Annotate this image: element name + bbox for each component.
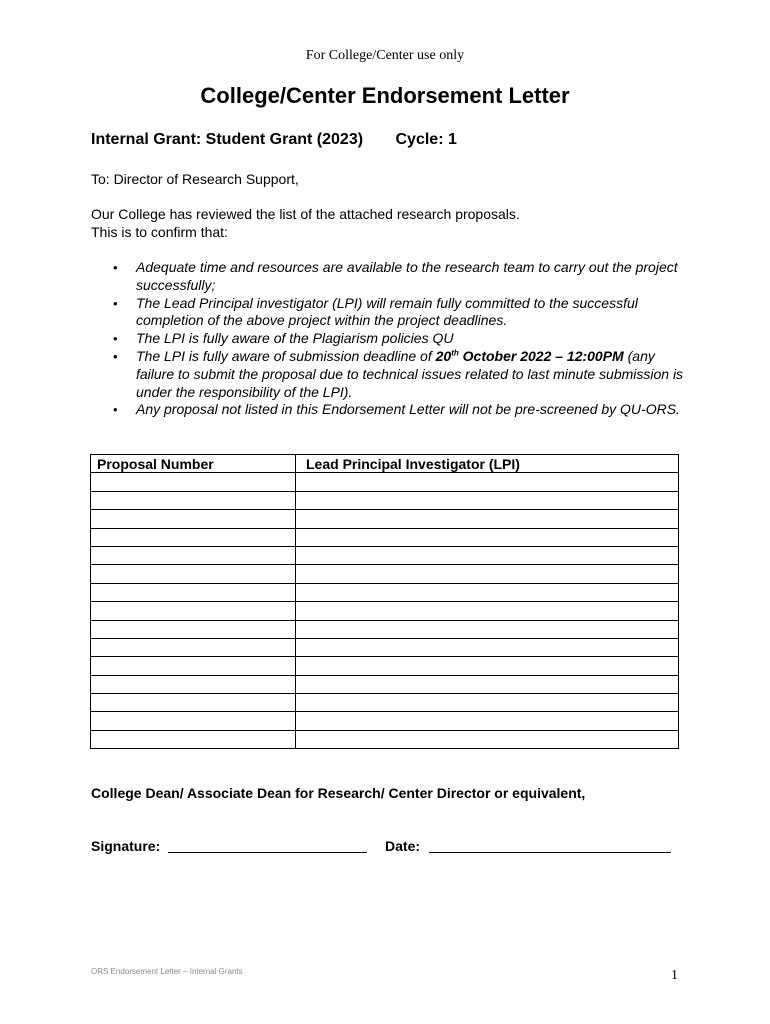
bullet-text: Any proposal not listed in this Endorsement Letter will not be pre-screened by QU-ORS. bbox=[136, 401, 680, 418]
lpi-cell[interactable] bbox=[296, 546, 679, 564]
date-field[interactable] bbox=[429, 838, 671, 853]
proposals-table bbox=[90, 454, 679, 749]
proposal-number-cell[interactable] bbox=[91, 583, 296, 601]
proposal-number-cell[interactable] bbox=[91, 602, 296, 620]
proposal-number-cell[interactable] bbox=[91, 620, 296, 638]
lpi-cell[interactable] bbox=[296, 602, 679, 620]
signature-row bbox=[91, 838, 671, 854]
table-row bbox=[91, 694, 679, 712]
table-row bbox=[91, 473, 679, 491]
proposal-number-cell[interactable] bbox=[91, 491, 296, 509]
list-item bbox=[113, 330, 688, 348]
date-label: Date: bbox=[385, 838, 421, 854]
lpi-cell[interactable] bbox=[296, 491, 679, 509]
list-item bbox=[113, 348, 688, 401]
grant-cycle: Cycle: 1 bbox=[395, 131, 457, 148]
table-row bbox=[91, 712, 679, 730]
intro-paragraph bbox=[91, 206, 520, 241]
proposal-number-cell[interactable] bbox=[91, 730, 296, 748]
confirmation-list bbox=[113, 259, 688, 419]
proposal-number-cell[interactable] bbox=[91, 675, 296, 693]
lpi-cell[interactable] bbox=[296, 712, 679, 730]
grant-line bbox=[91, 131, 457, 149]
column-header-lpi: Lead Principal Investigator (LPI) bbox=[296, 455, 679, 473]
table-row bbox=[91, 657, 679, 675]
intro-line-2: This is to confirm that: bbox=[91, 223, 228, 240]
list-item bbox=[113, 259, 688, 295]
grant-label: Internal Grant: Student Grant (2023) bbox=[91, 131, 364, 148]
signature-label: Signature: bbox=[91, 838, 161, 854]
deadline-day-suffix: th bbox=[451, 348, 459, 358]
bullet-icon: • bbox=[113, 402, 118, 418]
table-row bbox=[91, 510, 679, 528]
bullet-text: The LPI is fully aware of submission deadline of bbox=[136, 347, 436, 364]
bullet-icon: • bbox=[113, 295, 118, 311]
lpi-cell[interactable] bbox=[296, 730, 679, 748]
table-row bbox=[91, 546, 679, 564]
table-row bbox=[91, 730, 679, 748]
bullet-text: The Lead Principal investigator (LPI) will remain fully committed to the successful completion of the above project within the project deadlines. bbox=[136, 294, 638, 329]
table-row bbox=[91, 620, 679, 638]
table-row bbox=[91, 565, 679, 583]
bullet-text: The LPI is fully aware of the Plagiarism policies QU bbox=[136, 330, 454, 347]
column-header-proposal-number: Proposal Number bbox=[91, 455, 296, 473]
table-row bbox=[91, 583, 679, 601]
intro-line-1: Our College has reviewed the list of the attached research proposals. bbox=[91, 206, 520, 222]
bullet-icon: • bbox=[113, 331, 118, 347]
lpi-cell[interactable] bbox=[296, 657, 679, 675]
lpi-cell[interactable] bbox=[296, 694, 679, 712]
lpi-cell[interactable] bbox=[296, 528, 679, 546]
lpi-cell[interactable] bbox=[296, 510, 679, 528]
table-row bbox=[91, 491, 679, 509]
proposal-number-cell[interactable] bbox=[91, 694, 296, 712]
lpi-cell[interactable] bbox=[296, 473, 679, 491]
dean-title: College Dean/ Associate Dean for Research/ Center Director or equivalent, bbox=[91, 785, 586, 801]
list-item bbox=[113, 295, 688, 331]
lpi-cell[interactable] bbox=[296, 583, 679, 601]
proposal-number-cell[interactable] bbox=[91, 565, 296, 583]
proposal-number-cell[interactable] bbox=[91, 473, 296, 491]
list-item bbox=[113, 401, 688, 419]
table-header-row bbox=[91, 455, 679, 473]
bullet-text: Adequate time and resources are available to the research team to carry out the project successfully; bbox=[136, 259, 678, 293]
proposal-number-cell[interactable] bbox=[91, 657, 296, 675]
addressee: To: Director of Research Support, bbox=[91, 171, 299, 187]
table-row bbox=[91, 602, 679, 620]
proposal-number-cell[interactable] bbox=[91, 546, 296, 564]
table-row bbox=[91, 675, 679, 693]
deadline-day: 20 bbox=[435, 347, 452, 364]
table-row bbox=[91, 638, 679, 656]
lpi-cell[interactable] bbox=[296, 620, 679, 638]
lpi-cell[interactable] bbox=[296, 675, 679, 693]
bullet-text-continued: (any failure to submit the proposal due to technical issues related to last minute submission is under the responsibility of the LPI). bbox=[136, 347, 684, 400]
lpi-cell[interactable] bbox=[296, 565, 679, 583]
footer-note: ORS Endorsement Letter – Internal Grants bbox=[91, 967, 243, 976]
bullet-icon: • bbox=[113, 348, 118, 364]
signature-field[interactable] bbox=[168, 838, 367, 853]
page-title: College/Center Endorsement Letter bbox=[200, 83, 570, 108]
proposal-number-cell[interactable] bbox=[91, 712, 296, 730]
proposal-number-cell[interactable] bbox=[91, 510, 296, 528]
table-row bbox=[91, 528, 679, 546]
lpi-cell[interactable] bbox=[296, 638, 679, 656]
page-number: 1 bbox=[671, 968, 678, 983]
bullet-icon: • bbox=[113, 260, 118, 275]
header-note: For College/Center use only bbox=[305, 48, 465, 63]
deadline-date: October 2022 – 12:00PM bbox=[458, 347, 624, 364]
proposal-number-cell[interactable] bbox=[91, 528, 296, 546]
table-body bbox=[91, 473, 679, 749]
proposal-number-cell[interactable] bbox=[91, 638, 296, 656]
